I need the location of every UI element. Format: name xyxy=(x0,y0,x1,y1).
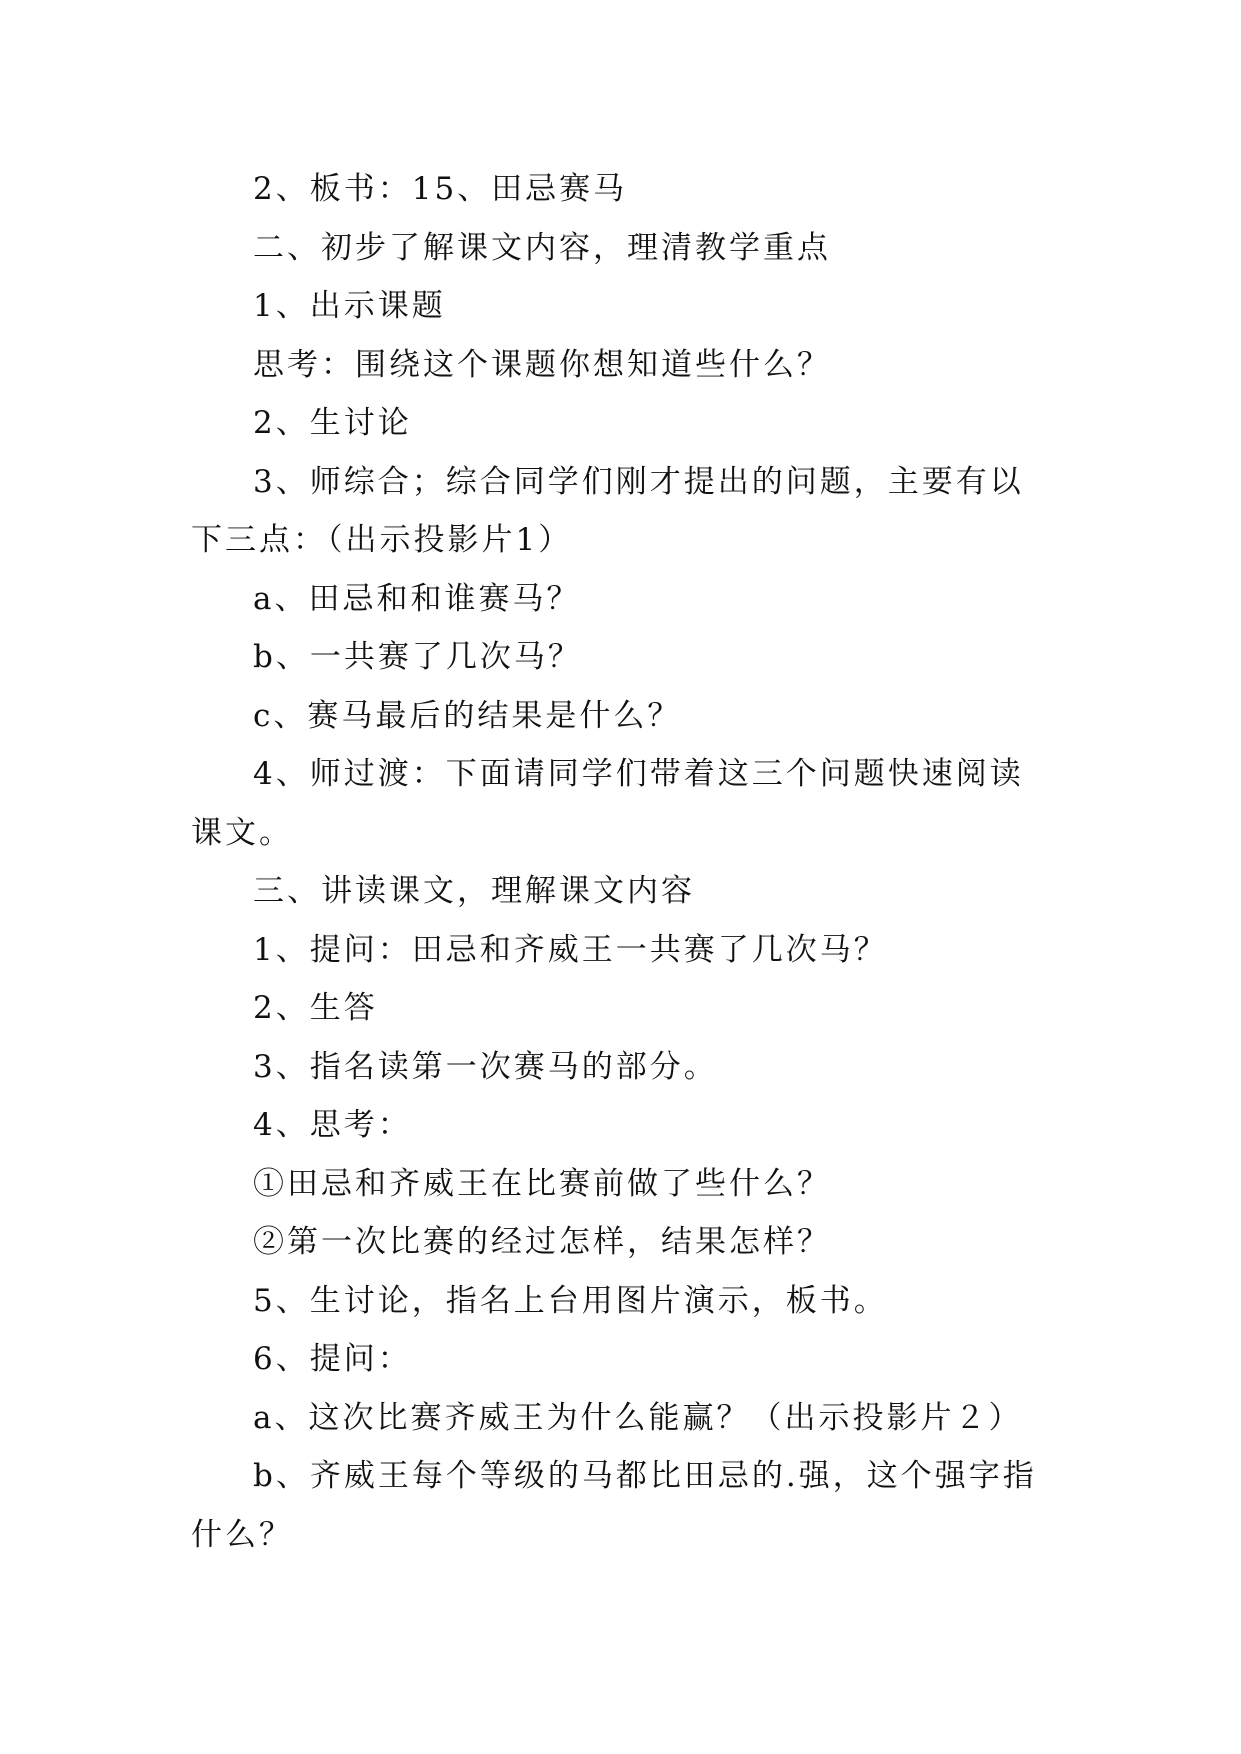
paragraph-ask-race-count: 1、提问：田忌和齐威王一共赛了几次马？ xyxy=(253,931,888,968)
paragraph-think-question: 思考：围绕这个课题你想知道些什么？ xyxy=(253,346,831,383)
paragraph-teacher-summary: 3、师综合；综合同学们刚才提出的问题，主要有以下三点：（出示投影片1） xyxy=(191,463,1024,558)
paragraph-read-first-race: 3、指名读第一次赛马的部分。 xyxy=(253,1048,718,1085)
paragraph-think-label: 4、思考： xyxy=(253,1107,412,1143)
lesson-plan-text xyxy=(191,160,1051,1564)
paragraph-section-three-heading: 三、讲读课文，理解课文内容 xyxy=(253,873,695,909)
paragraph-ask-label: 6、提问： xyxy=(253,1341,412,1377)
paragraph-student-discussion: 2、生讨论 xyxy=(253,405,412,441)
paragraph-transition: 4、师过渡：下面请同学们带着这三个问题快速阅读课文。 xyxy=(191,756,1024,851)
paragraph-demonstration: 5、生讨论，指名上台用图片演示，板书。 xyxy=(253,1282,888,1319)
paragraph-question-c: c、赛马最后的结果是什么？ xyxy=(253,697,682,734)
paragraph-think-item-one: ①田忌和齐威王在比赛前做了些什么？ xyxy=(253,1165,831,1202)
paragraph-student-answer: 2、生答 xyxy=(253,990,378,1026)
paragraph-show-topic: 1、出示课题 xyxy=(253,288,446,324)
paragraph-question-a: a、田忌和和谁赛马？ xyxy=(253,580,581,617)
paragraph-board-title: 2、板书：15、田忌赛马 xyxy=(253,171,628,207)
paragraph-think-item-two: ②第一次比赛的经过怎样，结果怎样？ xyxy=(253,1224,831,1260)
paragraph-question-b: b、一共赛了几次马？ xyxy=(253,639,582,675)
paragraph-ask-item-b: b、齐威王每个等级的马都比田忌的.强，这个强字指什么？ xyxy=(191,1458,1037,1553)
paragraph-ask-item-a: a、这次比赛齐威王为什么能赢？（出示投影片２） xyxy=(253,1399,1023,1436)
paragraph-section-two-heading: 二、初步了解课文内容，理清教学重点 xyxy=(253,229,831,266)
